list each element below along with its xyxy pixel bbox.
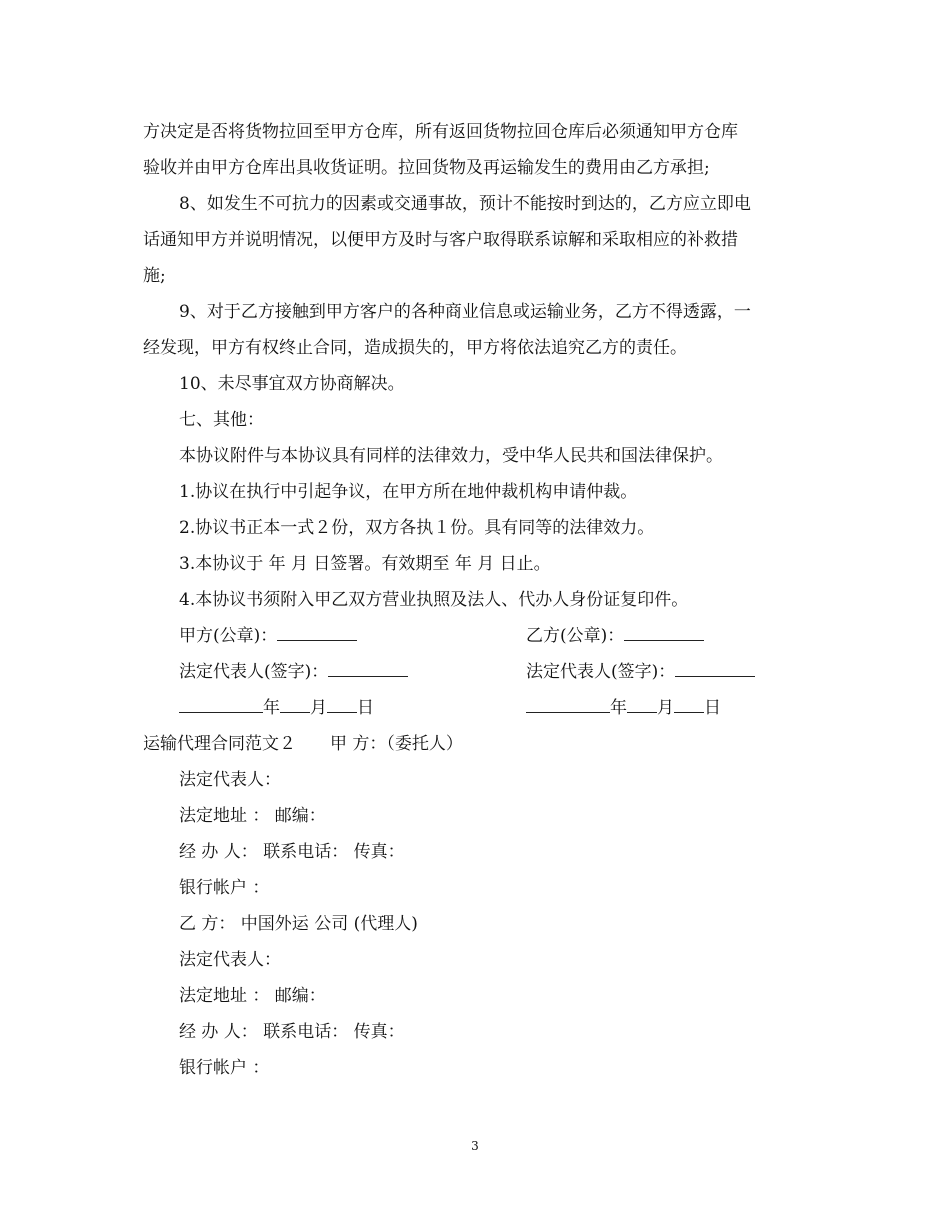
second-contract-title-row xyxy=(143,726,808,762)
other-item-2: 2.协议书正本一式２份，双方各执１份。具有同等的法律效力。 xyxy=(179,518,655,538)
clause-8-line-2: 话通知甲方并说明情况，以便甲方及时与客户取得联系谅解和采取相应的补救措 xyxy=(143,230,738,250)
other-intro: 本协议附件与本协议具有同样的法律效力，受中华人民共和国法律保护。 xyxy=(179,446,723,466)
party-a-agent-contact: 经 办 人： 联系电话： 传真： xyxy=(179,842,405,862)
date-row xyxy=(143,690,808,726)
other-item-4: 4.本协议书须附入甲乙双方营业执照及法人、代办人身份证复印件。 xyxy=(179,590,689,610)
party-b-date xyxy=(526,690,721,726)
party-b-month-blank xyxy=(627,694,657,713)
party-a-year-label: 年 xyxy=(263,698,280,718)
party-a-year-blank xyxy=(179,694,263,713)
party-a-address: 法定地址 ： 邮编： xyxy=(179,806,326,826)
other-item-3: 3.本协议于 年 月 日签署。有效期至 年 月 日止。 xyxy=(179,554,551,574)
party-b-day-blank xyxy=(674,694,704,713)
party-b-bank-account: 银行帐户 ： xyxy=(179,1058,270,1078)
party-a-seal-label: 甲方(公章)： xyxy=(179,626,278,646)
party-a-day-blank xyxy=(327,694,357,713)
seal-row xyxy=(143,618,808,654)
party-a-legal-representative: 法定代表人： xyxy=(179,770,281,790)
page-number: 3 xyxy=(471,1139,479,1153)
other-item-1: 1.协议在执行中引起争议，在甲方所在地仲裁机构申请仲裁。 xyxy=(179,482,638,502)
clause-8-line-1: 8、如发生不可抗力的因素或交通事故，预计不能按时到达的，乙方应立即电 xyxy=(179,194,751,214)
party-a-bank-account: 银行帐户 ： xyxy=(179,878,270,898)
section-7-heading: 七、其他： xyxy=(179,410,264,430)
legal-rep-row xyxy=(143,654,808,690)
party-b-agent-contact: 经 办 人： 联系电话： 传真： xyxy=(179,1022,405,1042)
party-b-seal xyxy=(526,618,704,654)
paragraph-7-continued-line-2: 验收并由甲方仓库出具收货证明。拉回货物及再运输发生的费用由乙方承担; xyxy=(143,158,710,178)
party-b-legal-rep-blank xyxy=(675,658,755,677)
party-a-month-blank xyxy=(280,694,310,713)
clause-8-line-3: 施; xyxy=(143,266,166,286)
party-b-year-blank xyxy=(526,694,610,713)
party-a-legal-rep-label: 法定代表人(签字)： xyxy=(179,662,329,682)
party-b-legal-representative: 法定代表人： xyxy=(179,950,281,970)
clause-10: 10、未尽事宜双方协商解决。 xyxy=(179,374,405,394)
party-a-seal xyxy=(179,618,357,654)
party-b-legal-rep xyxy=(526,654,755,690)
second-contract-title: 运输代理合同范文２ xyxy=(143,734,296,754)
party-a-legal-rep xyxy=(179,654,408,690)
party-b-day-label: 日 xyxy=(704,698,721,718)
party-b-seal-blank xyxy=(624,622,704,641)
party-a-header: 甲 方：（委托人） xyxy=(330,734,463,754)
clause-9-line-2: 经发现，甲方有权终止合同，造成损失的，甲方将依法追究乙方的责任。 xyxy=(143,338,687,358)
party-a-legal-rep-blank xyxy=(328,658,408,677)
party-b-header: 乙 方： 中国外运 公司 (代理人) xyxy=(179,914,418,934)
party-b-address: 法定地址 ： 邮编： xyxy=(179,986,326,1006)
party-a-month-label: 月 xyxy=(310,698,327,718)
party-b-seal-label: 乙方(公章)： xyxy=(526,626,625,646)
party-a-seal-blank xyxy=(277,622,357,641)
paragraph-7-continued-line-1: 方决定是否将货物拉回至甲方仓库，所有返回货物拉回仓库后必须通知甲方仓库 xyxy=(143,122,738,142)
party-a-day-label: 日 xyxy=(357,698,374,718)
document-body xyxy=(143,114,808,1086)
party-b-year-label: 年 xyxy=(610,698,627,718)
party-a-date xyxy=(179,690,374,726)
party-b-month-label: 月 xyxy=(657,698,674,718)
clause-9-line-1: 9、对于乙方接触到甲方客户的各种商业信息或运输业务，乙方不得透露，一 xyxy=(179,302,751,322)
party-b-legal-rep-label: 法定代表人(签字)： xyxy=(526,662,676,682)
